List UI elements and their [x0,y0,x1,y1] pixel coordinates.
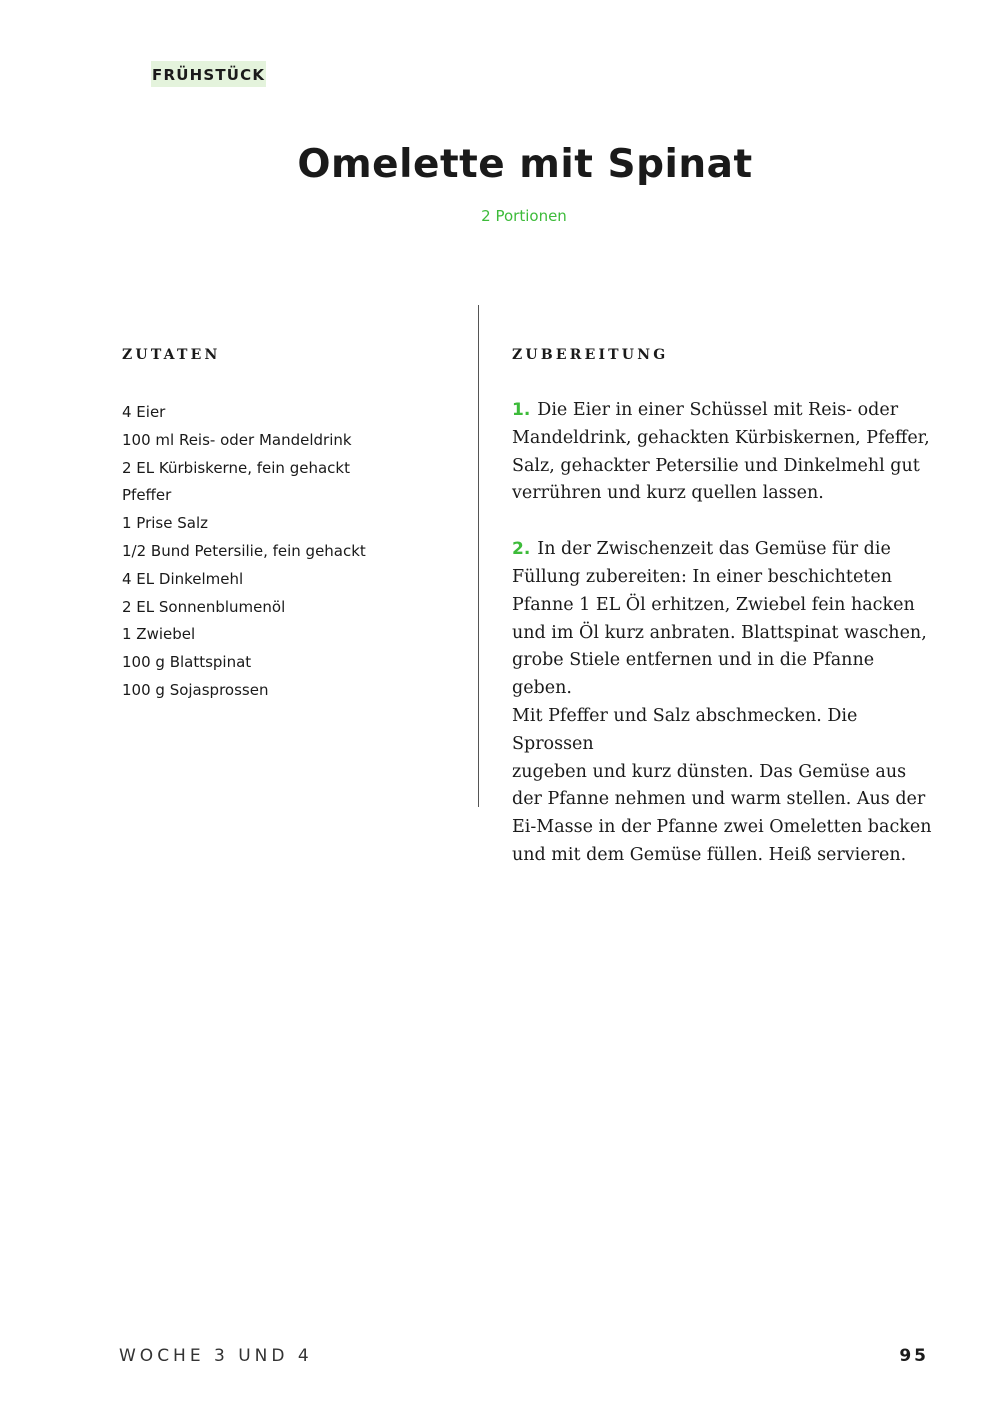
ingredient-item: 100 g Blattspinat [122,653,252,672]
ingredient-item: Pfeffer [122,486,172,505]
footer-section-label: WOCHE 3 UND 4 [119,1346,313,1366]
step-line: und mit dem Gemüse füllen. Heiß servieren. [512,844,907,865]
step-line: Mit Pfeffer und Salz abschmecken. Die Sprossen [512,705,858,754]
column-divider [478,305,479,807]
preparation-steps [512,397,932,898]
ingredients-list [122,399,462,705]
step-text: In der Zwischenzeit das Gemüse für die [537,539,891,560]
step-line [512,536,932,564]
portions-label: 2 Portionen [481,207,567,225]
ingredient-item: 4 EL Dinkelmehl [122,569,244,588]
step-line: und im Öl kurz anbraten. Blattspinat waschen, [512,622,927,643]
ingredient-item: 2 EL Sonnenblumenöl [122,597,286,616]
preparation-heading: ZUBEREITUNG [512,347,669,363]
step-number: 2. [512,539,531,560]
preparation-step-2 [512,536,932,870]
step-line: Ei-Masse in der Pfanne zwei Omeletten backen [512,817,932,838]
category-label: FRÜHSTÜCK [151,61,266,87]
page-number: 95 [899,1346,929,1366]
preparation-step-1 [512,397,932,508]
ingredient-item: 2 EL Kürbiskerne, fein gehackt [122,458,350,477]
step-line: zugeben und kurz dünsten. Das Gemüse aus [512,761,907,782]
step-number: 1. [512,400,531,420]
step-line: verrühren und kurz quellen lassen. [512,483,824,504]
step-line: der Pfanne nehmen und warm stellen. Aus der [512,789,926,810]
ingredient-item: 100 g Sojasprossen [122,680,269,699]
step-line: Pfanne 1 EL Öl erhitzen, Zwiebel fein hacken [512,594,915,615]
step-line [512,397,932,425]
ingredient-item: 1 Prise Salz [122,514,208,533]
ingredient-item: 100 ml Reis- oder Mandeldrink [122,430,352,449]
step-line: Füllung zubereiten: In einer beschichteten [512,566,892,587]
ingredient-item: 1 Zwiebel [122,625,196,644]
step-line: Mandeldrink, gehackten Kürbiskernen, Pfeffer, [512,427,930,448]
ingredient-item: 4 Eier [122,403,166,421]
step-text: Die Eier in einer Schüssel mit Reis- oder [537,400,899,420]
ingredients-heading: ZUTATEN [122,347,221,363]
ingredient-item: 1/2 Bund Petersilie, fein gehackt [122,541,366,560]
recipe-title: Omelette mit Spinat [297,142,753,187]
step-line: Salz, gehackter Petersilie und Dinkelmehl gut [512,455,920,476]
step-line: grobe Stiele entfernen und in die Pfanne geben. [512,650,875,699]
